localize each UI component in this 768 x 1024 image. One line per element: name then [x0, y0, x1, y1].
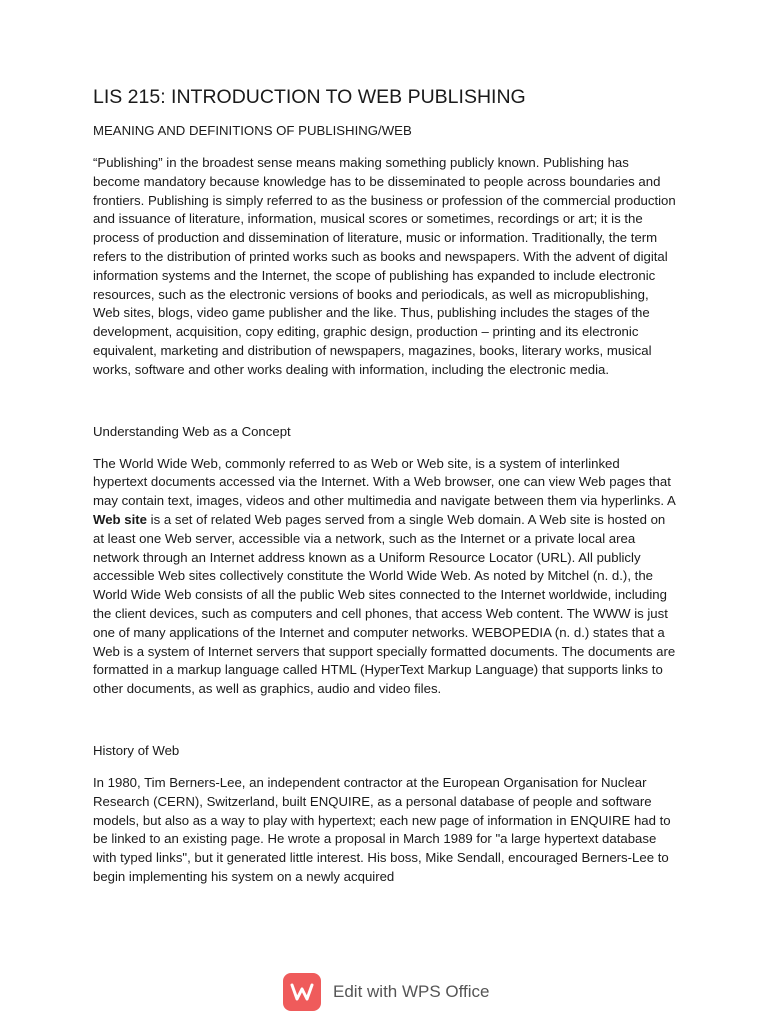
wps-edit-banner[interactable]: [283, 973, 490, 1011]
wps-logo-icon[interactable]: [283, 973, 321, 1011]
section-heading-understanding: Understanding Web as a Concept: [93, 423, 291, 439]
section-paragraph-meaning: “Publishing” in the broadest sense means making something publicly known. Publishing has become mandatory because knowledge has to be disseminated to people across boundaries and frontiers. Publishing is simply referred to as the business or profession of the commercial production and issuance of literature, information, musical scores or sometimes, recordings or art; it is the process of production and dissemination of literature, music or information. Traditionally, the term refers to the distribution of printed works such as books and newspapers. With the advent of digital information systems and the Internet, the scope of publishing has expanded to include electronic resources, such as the electronic versions of books and periodicals, as well as micropublishing, Web sites, blogs, video game publisher and the like. Thus, publishing includes the stages of the development, acquisition, copy editing, graphic design, production – printing and its electronic equivalent, marketing and distribution of newspapers, magazines, books, literary works, musical works, software and other works dealing with information, including the electronic media.: [93, 155, 676, 377]
section-heading-meaning: MEANING AND DEFINITIONS OF PUBLISHING/WEB: [93, 123, 412, 138]
section-paragraph-history: In 1980, Tim Berners-Lee, an independent contractor at the European Organisation for Nuclear Research (CERN), Switzerland, built ENQUIRE, as a personal database of people and software models, but also as a way to play with hypertext; each new page of information in ENQUIRE had to be linked to an existing page. He wrote a proposal in March 1989 for "a large hypertext database with typed links", but it generated little interest. His boss, Mike Sendall, encouraged Berners-Lee to begin implementing his system on a newly acquired: [93, 774, 671, 884]
document-page: [93, 86, 677, 887]
document-title: LIS 215: INTRODUCTION TO WEB PUBLISHING: [93, 86, 526, 108]
section-paragraph-understanding: [93, 455, 677, 699]
paragraph-text: is a set of related Web pages served from a single Web domain. A Web site is hosted on at least one Web server, accessible via a network, such as the Internet or a private local area network through an Internet address known as a Uniform Resource Locator (URL). All publicly accessible Web sites collectively constitute the World Wide Web. As noted by Mitchel (n. d.), the World Wide Web consists of all the public Web sites connected to the Internet worldwide, including the client devices, such as computers and cell phones, that access Web content. The WWW is just one of many applications of the Internet and computer networks. WEBOPEDIA (n. d.) states that a Web is a system of Internet servers that support specially formatted documents. The documents are formatted in a markup language called HTML (HyperText Markup Language) that supports links to other documents, as well as graphics, audio and video files.: [93, 511, 676, 697]
wps-edit-label[interactable]: Edit with WPS Office: [333, 982, 490, 1001]
paragraph-bold-term: Web site: [93, 511, 147, 527]
section-heading-history: History of Web: [93, 742, 180, 758]
paragraph-text: The World Wide Web, commonly referred to as Web or Web site, is a system of interlinked hypertext documents accessed via the Internet. With a Web browser, one can view Web pages that may contain text, images, videos and other multimedia and navigate between them via hyperlinks. A: [93, 455, 676, 509]
